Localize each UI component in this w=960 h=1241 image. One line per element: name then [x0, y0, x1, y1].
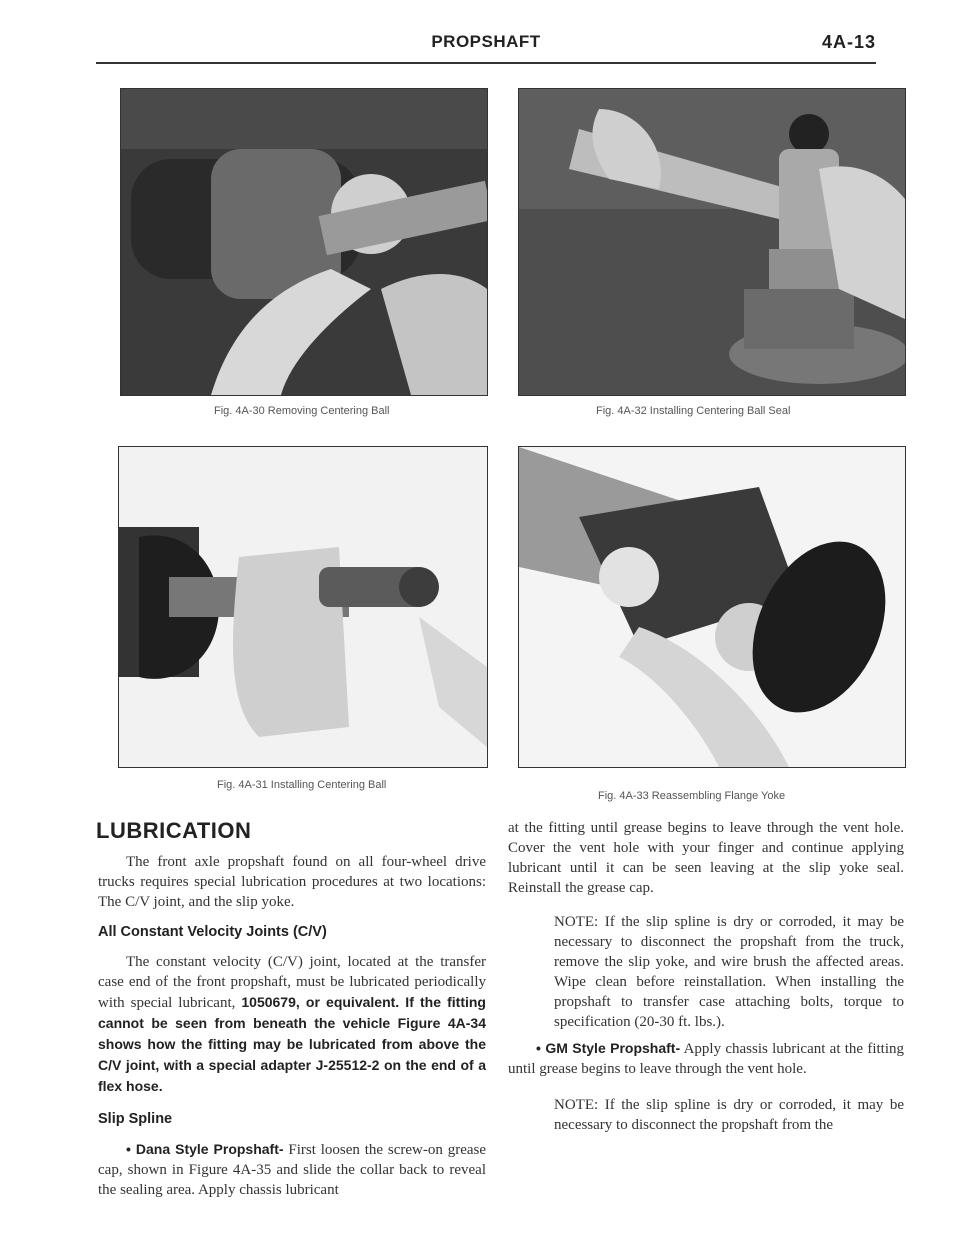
cv-paragraph: [98, 952, 486, 1097]
left-column: [98, 852, 486, 1200]
figure-caption: Fig. 4A-30 Removing Centering Ball: [214, 405, 390, 417]
dana-continuation: at the fitting until grease begins to leave through the vent hole. Cover the vent hole with your finger and continue applying lubricant until it can be seen leaving at the slip yoke seal. Reinstall the grease cap.: [508, 820, 904, 896]
intro-paragraph: The front axle propshaft found on all four-wheel drive trucks requires special lubrication procedures at two locations: The C/V joint, and the slip yoke.: [98, 854, 486, 910]
cv-paragraph-text: The constant velocity (C/V) joint, located at the transfer case end of the front propshaft, must be lubricated periodically with special lubricant,: [98, 954, 486, 1011]
dana-paragraph: [98, 1139, 486, 1200]
figure-4a-32-photo: [518, 88, 906, 396]
bullet-marker: •: [536, 1040, 546, 1056]
figure-4a-31-photo: [118, 446, 488, 768]
figure-caption: Fig. 4A-33 Reassembling Flange Yoke: [598, 790, 786, 802]
figure-4a-33-photo: [518, 446, 906, 768]
note-paragraph: NOTE: If the slip spline is dry or corroded, it may be necessary to disconnect the propshaft from the: [554, 1097, 904, 1133]
gm-paragraph: [508, 1038, 904, 1079]
gm-lead: GM Style Propshaft-: [545, 1040, 681, 1056]
right-column: [508, 818, 904, 1135]
cv-paragraph-bold: 1050679, or equivalent. If the fitting cannot be seen from beneath the vehicle Figure 4A-34 shows how the fitting may be lubricated from above the C/V joint, with a special adapter J-25512-2 on the end of a flex hose.: [98, 994, 486, 1094]
figure-caption: Fig. 4A-32 Installing Centering Ball Seal: [596, 405, 791, 417]
cv-subheading: All Constant Velocity Joints (C/V): [98, 924, 327, 940]
slip-spline-subheading: Slip Spline: [98, 1111, 173, 1127]
figure-caption: Fig. 4A-31 Installing Centering Ball: [217, 779, 387, 791]
gm-text: Apply chassis lubricant at the fitting until grease begins to leave through the vent hole.: [508, 1041, 905, 1077]
section-heading-lubrication: LUBRICATION: [96, 818, 252, 843]
dana-text: First loosen the screw-on grease cap, shown in Figure 4A-35 and slide the collar back to reveal the sealing area. Apply chassis lubricant: [98, 1142, 487, 1198]
page-header: [96, 32, 876, 60]
page-number: 4A-13: [821, 32, 876, 52]
running-title: PROPSHAFT: [431, 32, 541, 51]
note-paragraph: NOTE: If the slip spline is dry or corroded, it may be necessary to disconnect the propshaft from the truck, remove the slip yoke, and wire brush the affected areas. Wipe clean before reinstallation. When installing the propshaft to transfer case attaching bolts, torque to specification (20-30 ft. lbs.).: [554, 914, 904, 1030]
bullet-marker: •: [126, 1141, 136, 1157]
dana-lead: Dana Style Propshaft-: [135, 1141, 284, 1157]
figure-4a-30-photo: [120, 88, 488, 396]
header-rule: [96, 62, 876, 64]
